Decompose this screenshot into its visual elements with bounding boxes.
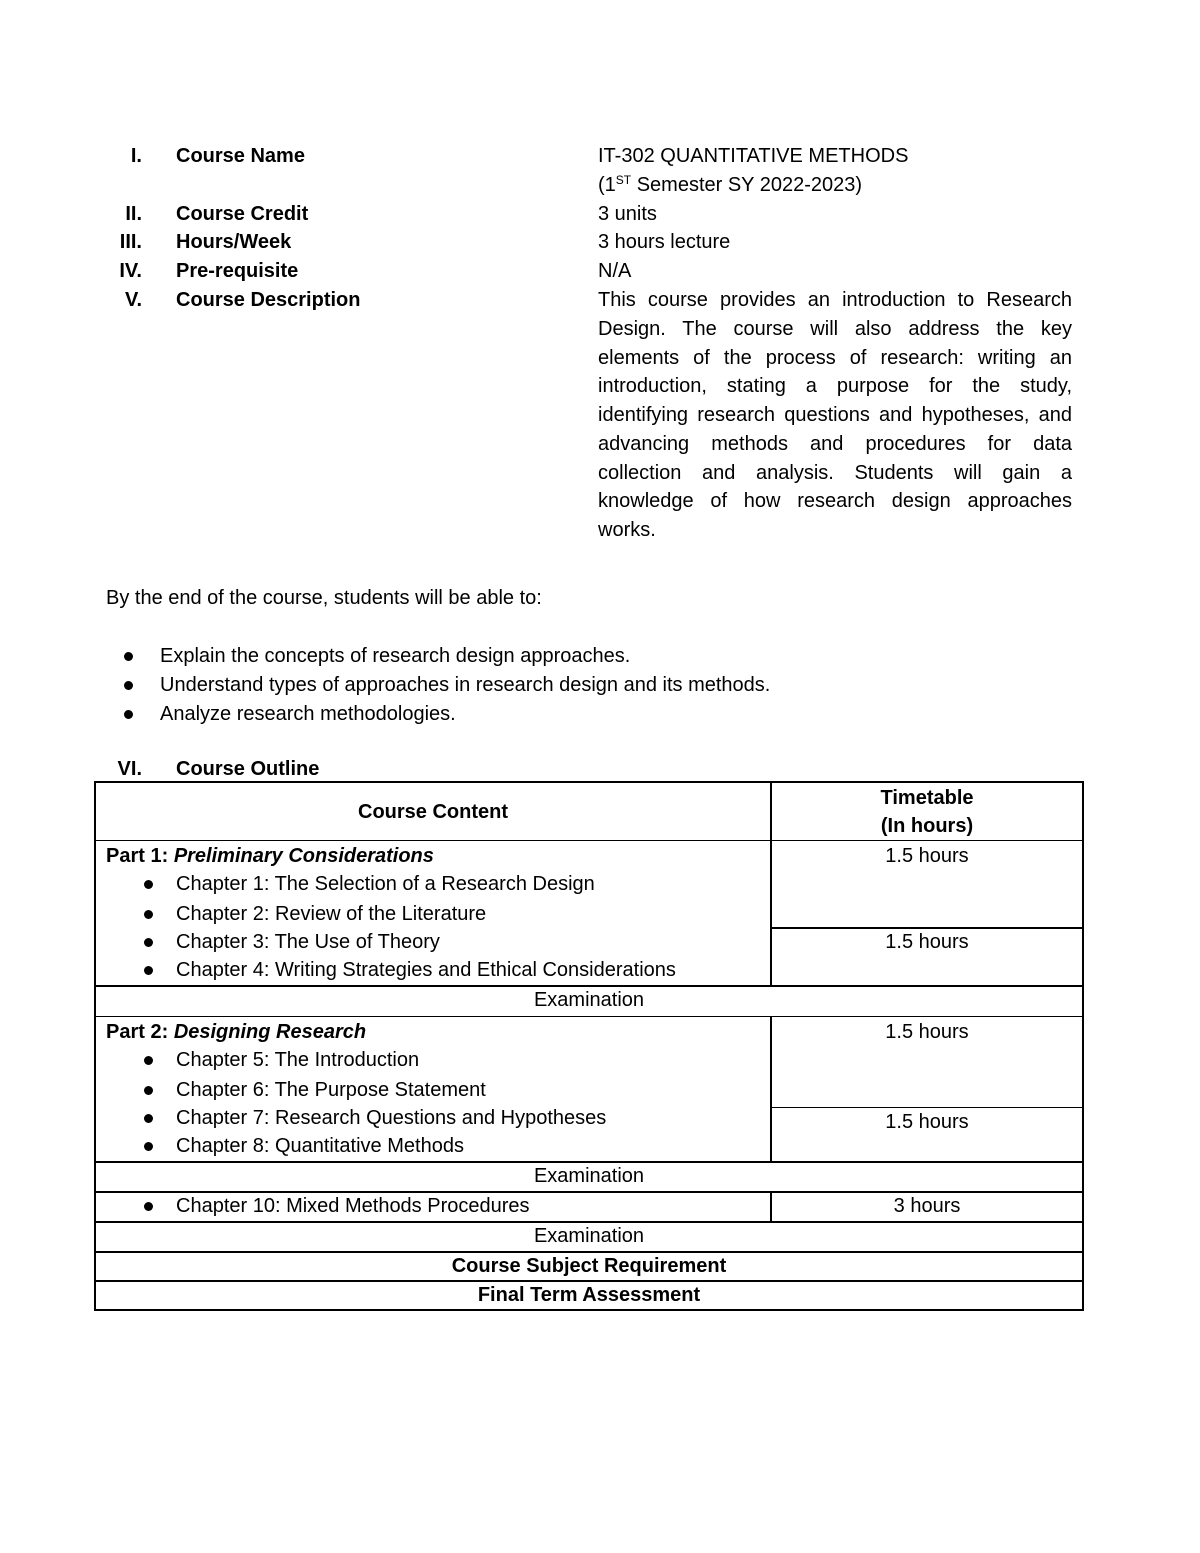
course-subject-requirement-row: Course Subject Requirement — [451, 1255, 727, 1277]
table-row: Chapter 3: The Use of Theory — [106, 928, 440, 957]
bullet-icon — [144, 1086, 153, 1095]
timetable-cell: 1.5 hours — [885, 845, 969, 867]
list-item: Understand types of approaches in research design and its methods. — [106, 671, 770, 700]
section-number: VI. — [117, 758, 142, 780]
course-name-label: Course Name — [176, 145, 305, 167]
bullet-icon — [144, 910, 153, 919]
table-row: Chapter 5: The Introduction — [106, 1046, 419, 1075]
section-number: V. — [124, 289, 142, 311]
table-row: Chapter 8: Quantitative Methods — [106, 1132, 464, 1161]
bullet-icon — [144, 1202, 153, 1211]
hours-week-label: Hours/Week — [176, 231, 292, 253]
table-row: Chapter 2: Review of the Literature — [106, 900, 486, 929]
final-term-assessment-row: Final Term Assessment — [477, 1284, 701, 1306]
timetable-cell: 1.5 hours — [885, 1021, 969, 1043]
table-row: Chapter 7: Research Questions and Hypotheses — [106, 1104, 606, 1133]
table-row: Chapter 10: Mixed Methods Procedures — [106, 1192, 530, 1221]
bullet-icon — [144, 938, 153, 947]
examination-row: Examination — [533, 1225, 645, 1247]
table-row: Chapter 6: The Purpose Statement — [106, 1076, 486, 1105]
bullet-icon — [144, 880, 153, 889]
course-description-label: Course Description — [176, 289, 361, 311]
semester-value: (1ST Semester SY 2022-2023) — [598, 173, 863, 196]
bullet-icon — [144, 1056, 153, 1065]
course-credit-value: 3 units — [598, 203, 657, 225]
section-number: III. — [119, 231, 142, 253]
table-row: Chapter 1: The Selection of a Research Design — [106, 870, 595, 899]
examination-row: Examination — [533, 989, 645, 1011]
timetable-cell: 1.5 hours — [885, 931, 969, 953]
timetable-cell: 3 hours — [893, 1195, 961, 1217]
bullet-icon — [144, 966, 153, 975]
course-name-value: IT-302 QUANTITATIVE METHODS — [598, 145, 909, 167]
part-1-title: Part 1: Preliminary Considerations — [106, 845, 434, 867]
row-divider — [95, 840, 1083, 841]
section-number: I. — [130, 145, 142, 167]
hours-week-value: 3 hours lecture — [598, 231, 731, 253]
section-number: II. — [125, 203, 142, 225]
prerequisite-label: Pre-requisite — [176, 260, 299, 282]
table-row: Chapter 4: Writing Strategies and Ethical Considerations — [106, 956, 676, 985]
column-header-content: Course Content — [358, 801, 508, 823]
list-item: Explain the concepts of research design approaches. — [106, 642, 770, 671]
list-item: Analyze research methodologies. — [106, 700, 770, 729]
prerequisite-value: N/A — [598, 260, 632, 282]
bullet-icon — [144, 1142, 153, 1151]
outcomes-intro: By the end of the course, students will be able to: — [106, 587, 542, 609]
part-2-title: Part 2: Designing Research — [106, 1021, 367, 1043]
timetable-cell: 1.5 hours — [885, 1111, 969, 1133]
course-description-text: This course provides an introduction to Research Design. The course will also address the key elements of the process of research: writing an introduction, stating a purpose for the study, identifying research questions and hypotheses, and advancing methods and procedures for data collection and analysis. Students will gain a knowledge of how research design approaches works. — [598, 289, 1072, 541]
bullet-icon — [144, 1114, 153, 1123]
section-number: IV. — [119, 260, 142, 282]
examination-row: Examination — [533, 1165, 645, 1187]
section-title: Course Outline — [176, 758, 320, 780]
row-divider — [95, 1016, 1083, 1017]
column-header-timetable: Timetable (In hours) — [880, 787, 974, 837]
course-credit-label: Course Credit — [176, 203, 309, 225]
